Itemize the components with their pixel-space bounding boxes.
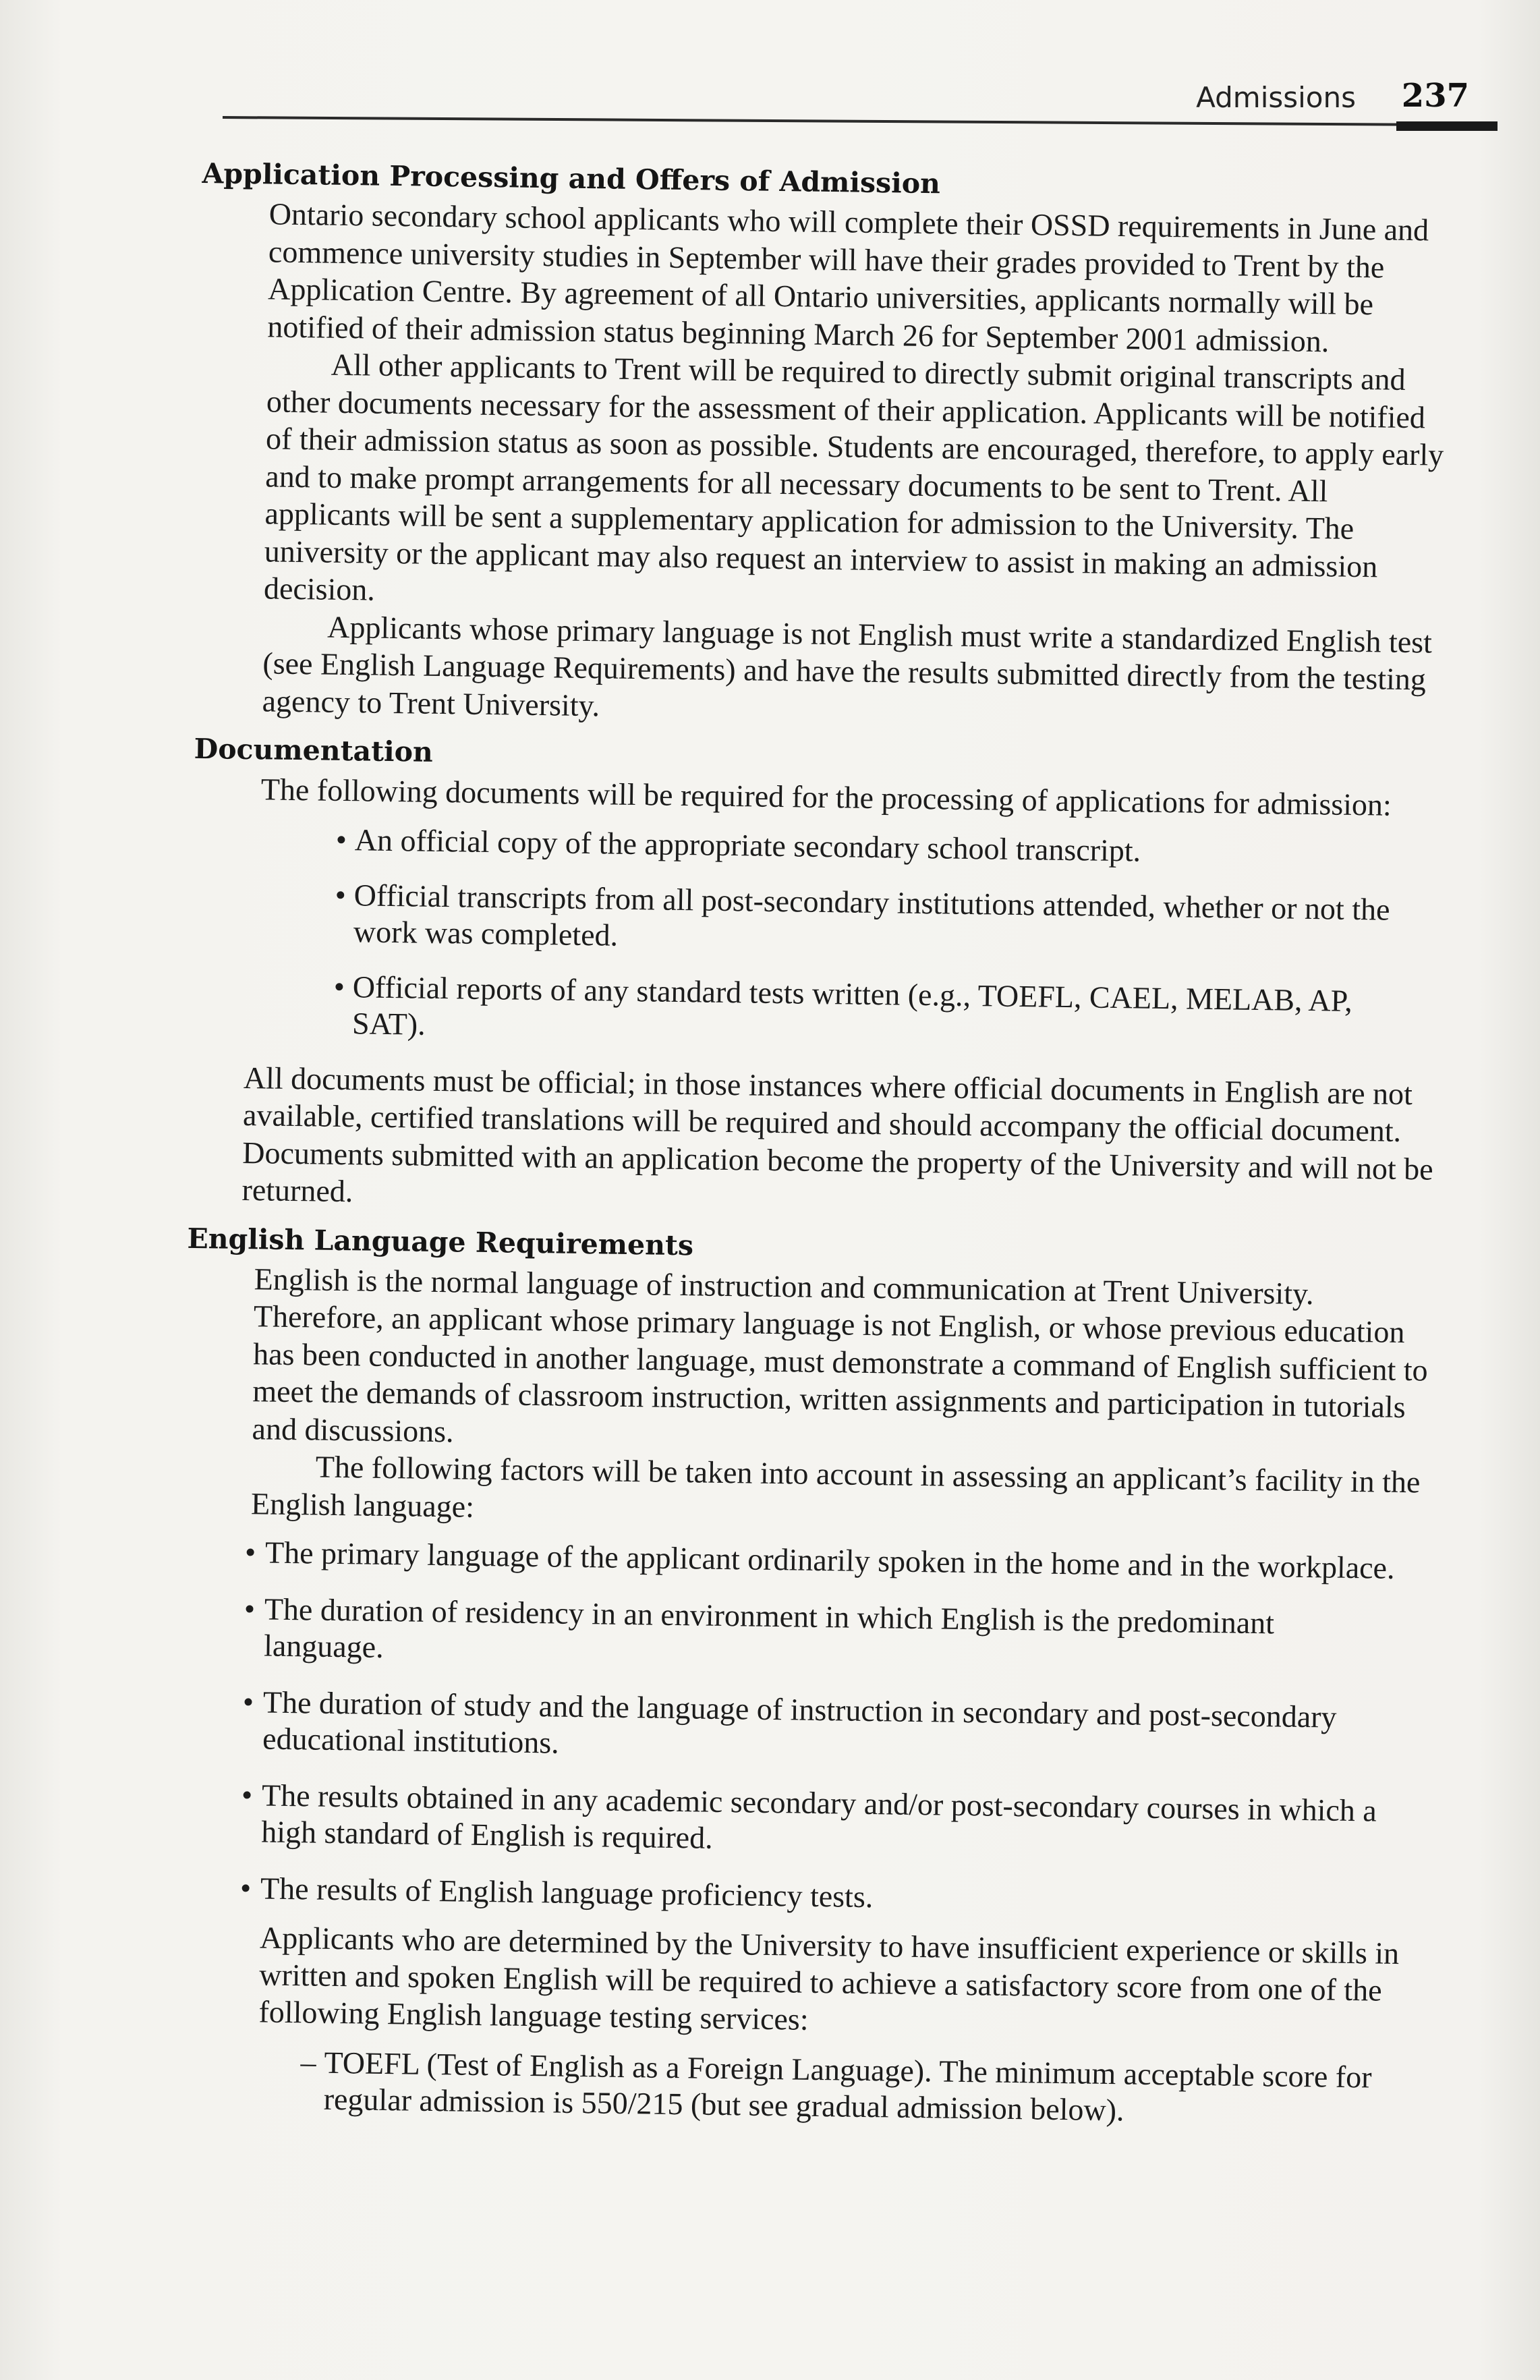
- list-item-text: The results of English language proficiency tests.: [260, 1871, 874, 1915]
- list-item-text: An official copy of the appropriate secondary school transcript.: [354, 822, 1141, 868]
- header-rule-accent: [1396, 121, 1498, 131]
- bullet-icon: •: [333, 969, 345, 1004]
- page-number: 237: [1401, 77, 1469, 115]
- list-item: [179, 1776, 1434, 1867]
- paragraph: The following factors will be taken into account in assessing an applicant’s facility in the English language:: [250, 1449, 1421, 1524]
- list-item-text: The duration of residency in an environment in which English is the predominant language.: [263, 1591, 1275, 1664]
- running-head-section: Admissions: [1196, 81, 1356, 114]
- paragraph: All documents must be official; in those instances where official documents in English are not available, certified translations will be required and should accompany the official document. Documents submitted with an application become the property of the University and will not be returned.: [241, 1060, 1434, 1209]
- paragraph: The following documents will be required for the processing of applications for admission:: [260, 772, 1392, 822]
- bullet-icon: •: [335, 822, 347, 857]
- list-item: [183, 1533, 1438, 1587]
- page-body: [175, 155, 1457, 2145]
- section-application-processing: [194, 155, 1456, 736]
- section-english-requirements: [175, 1220, 1442, 2132]
- bullet-icon: •: [242, 1684, 254, 1720]
- section-heading: Application Processing and Offers of Admission: [202, 157, 941, 200]
- paragraph: Ontario secondary school applicants who will complete their OSSD requirements in June and commence university studies in September will have their grades provided to Trent by the Application Centre. By agreement of all Ontario universities, applicants normally will be notified of their admission status beginning March 26 for September 2001 admission.: [267, 196, 1429, 358]
- header-rule: [223, 116, 1491, 126]
- factor-list: [178, 1533, 1438, 1923]
- document-list: [190, 819, 1448, 1056]
- section-documentation: [188, 731, 1449, 1225]
- list-item: [192, 874, 1447, 965]
- list-item: [190, 966, 1446, 1056]
- list-item-text: Official transcripts from all post-secondary institutions attended, whether or not the work was completed.: [353, 877, 1390, 953]
- running-head: [223, 77, 1491, 128]
- test-list: [175, 2043, 1430, 2133]
- list-item-text: TOEFL (Test of English as a Foreign Language). The minimum acceptable score for regular admission is 550/215 (but see gradual admission below).: [323, 2045, 1372, 2128]
- list-item: [193, 819, 1448, 873]
- list-item-text: The results obtained in any academic secondary and/or post-secondary courses in which a high standard of English is required.: [260, 1778, 1377, 1855]
- section-heading: English Language Requirements: [187, 1222, 694, 1262]
- bullet-icon: •: [241, 1778, 253, 1813]
- bullet-icon: •: [335, 877, 347, 912]
- bullet-icon: •: [244, 1535, 256, 1570]
- list-item: [175, 2043, 1430, 2133]
- bullet-icon: •: [244, 1591, 256, 1626]
- paragraph: Applicants whose primary language is not English must write a standardized English test (see English Language Requirements) and have the results submitted directly from the testing agency to Trent University.: [262, 609, 1433, 722]
- paragraph: English is the normal language of instruction and communication at Trent University. Therefore, an applicant whose primary language is not English, or whose previous education has been conducted in another language, must demonstrate a command of English sufficient to meet the demands of classroom instruction, written assignments and participation in tutorials and discussions.: [252, 1261, 1428, 1448]
- bullet-icon: •: [239, 1871, 252, 1906]
- list-item-text: Official reports of any standard tests written (e.g., TOEFL, CAEL, MELAB, AP, SAT).: [351, 969, 1353, 1042]
- list-item-text: The duration of study and the language of instruction in secondary and post-secondary educational institutions.: [262, 1684, 1337, 1760]
- list-item: [178, 1869, 1433, 1923]
- list-item: [180, 1683, 1435, 1774]
- section-heading: Documentation: [194, 732, 434, 768]
- paragraph: Applicants who are determined by the University to have insufficient experience or skills in written and spoken English will be required to achieve a satisfactory score from one of the following English language testing services:: [258, 1920, 1400, 2037]
- dash-icon: –: [300, 2045, 316, 2080]
- list-item-text: The primary language of the applicant ordinarily spoken in the home and in the workplace.: [264, 1535, 1395, 1585]
- paragraph: All other applicants to Trent will be required to directly submit original transcripts and other documents necessary for the assessment of their application. Applicants will be notified of their admission status as soon as possible. Students are encouraged, therefore, to apply early and to make prompt arrangements for all necessary documents to be sent to Trent. All applicants will be sent a supplementary application for admission to the University. The university or the applicant may also request an interview to assist in making an admission decision.: [263, 347, 1444, 607]
- list-item: [181, 1590, 1437, 1680]
